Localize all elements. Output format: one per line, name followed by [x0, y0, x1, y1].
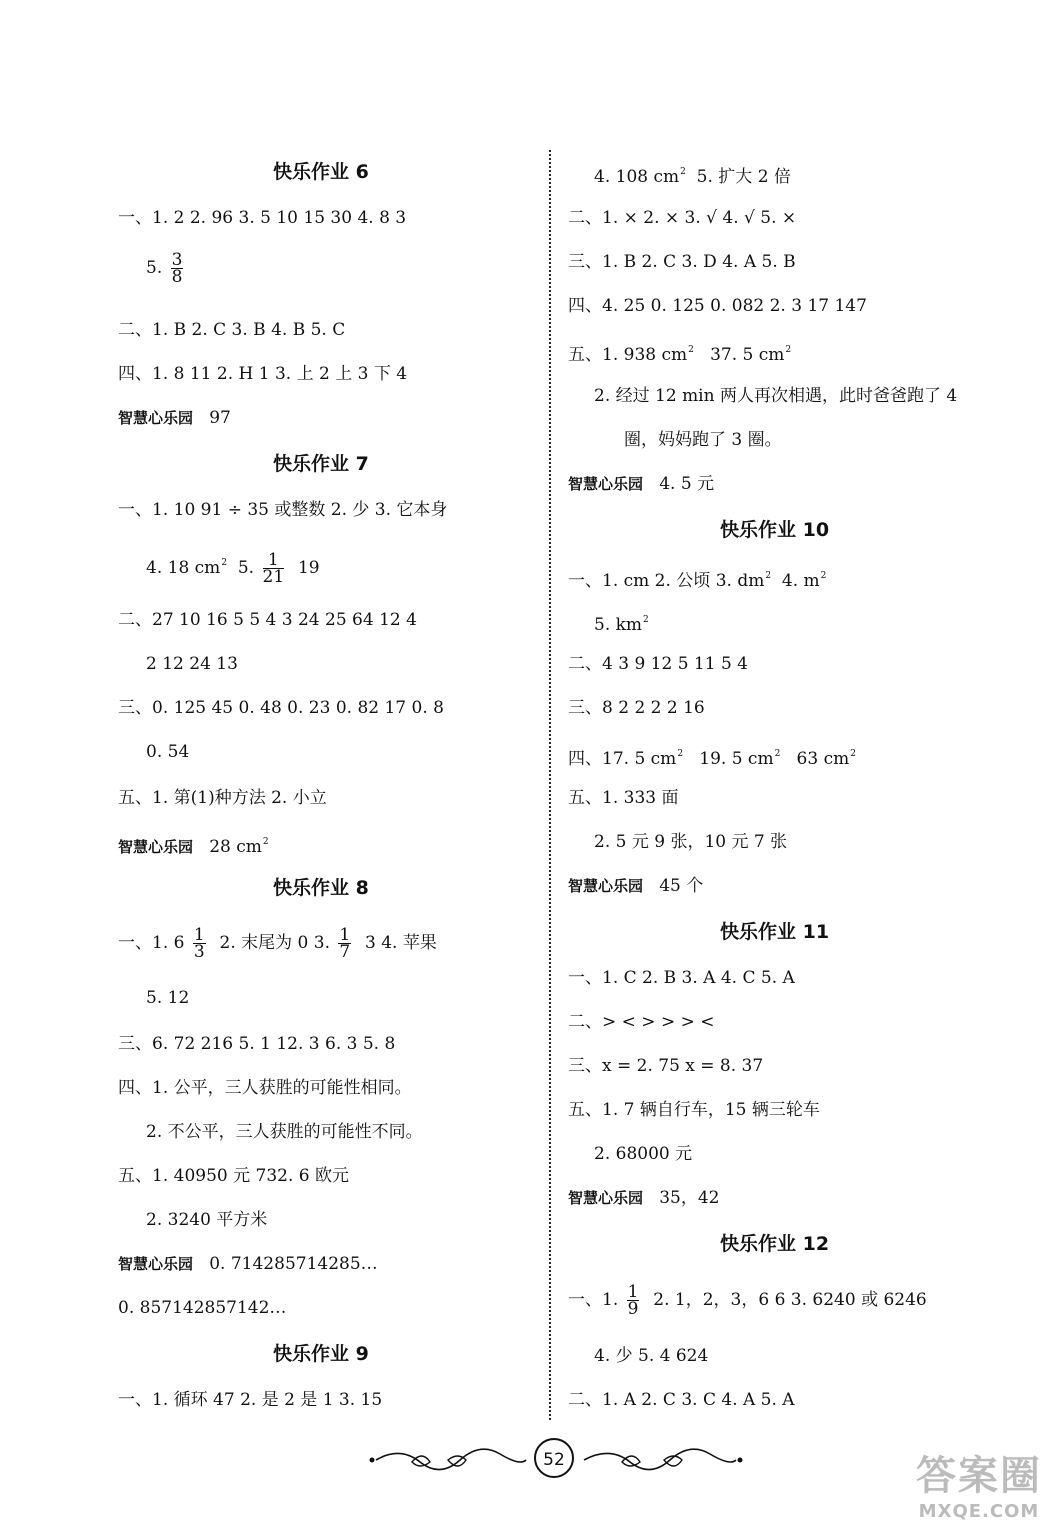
answer-line: 0. 857142857142… [118, 1298, 287, 1318]
answer-line: 四、1. 公平，三人获胜的可能性相同。 [118, 1078, 412, 1098]
answer-line: 4. 少 5. 4 624 [594, 1346, 709, 1366]
answer-line: 5. 12 [146, 988, 190, 1008]
answer-line: 二、27 10 16 5 5 4 3 24 25 64 12 4 [118, 610, 417, 630]
answer-line: 三、0. 125 45 0. 48 0. 23 0. 82 17 0. 8 [118, 698, 444, 718]
answer-line: 2. 3240 平方米 [146, 1210, 268, 1230]
answer-line: 二、> < > > > < [568, 1012, 715, 1032]
page-footer [360, 1438, 750, 1478]
answer-line: 智慧心乐园 4. 5 元 [568, 474, 715, 494]
answer-line: 五、1. 333 面 [568, 788, 679, 808]
answer-line: 智慧心乐园 97 [118, 408, 231, 428]
fraction: $\frac{1}{9}$ [627, 1282, 639, 1319]
bonus-label: 智慧心乐园 [568, 1189, 644, 1207]
answer-line: 2 12 24 13 [146, 654, 238, 674]
answer-line: 二、1. B 2. C 3. B 4. B 5. C [118, 320, 346, 340]
answer-line: 智慧心乐园 28 $cm^2$ [118, 837, 269, 857]
page-number: 52 [534, 1438, 574, 1478]
section-title-11: 快乐作业 11 [720, 921, 830, 943]
section-title-10: 快乐作业 10 [720, 519, 830, 541]
answer-line: 一、1. 10 91 ÷ 35 或整数 2. 少 3. 它本身 [118, 500, 448, 520]
answer-line: 五、1. 40950 元 732. 6 欧元 [118, 1166, 349, 1186]
answer-line: 智慧心乐园 45 个 [568, 876, 704, 896]
section-title-7: 快乐作业 7 [273, 453, 369, 475]
watermark-logo: 答案圈 [916, 1453, 1042, 1499]
answer-line: 智慧心乐园 35，42 [568, 1188, 720, 1208]
answer-line: 四、1. 8 11 2. H 1 3. 上 2 上 3 下 4 [118, 364, 408, 384]
section-title-6: 快乐作业 6 [273, 161, 369, 183]
answer-line: 五、1. 938 $cm^2$ 37. 5 $cm^2$ [568, 345, 792, 365]
fraction: $\frac{3}{8}$ [171, 250, 183, 287]
bonus-label: 智慧心乐园 [118, 1255, 194, 1273]
answer-line: 二、4 3 9 12 5 11 5 4 [568, 654, 748, 674]
bonus-label: 智慧心乐园 [118, 409, 194, 427]
answer-line: 2. 5 元 9 张，10 元 7 张 [594, 832, 788, 852]
answer-line: 5. $km^2$ [594, 615, 649, 635]
watermark-url: MXQE.COM [918, 1501, 1040, 1522]
answer-line: 0. 54 [146, 742, 190, 762]
answer-line: 三、6. 72 216 5. 1 12. 3 6. 3 5. 8 [118, 1034, 396, 1054]
section-title-9: 快乐作业 9 [273, 1343, 369, 1365]
answer-line: 一、1. $\frac{1}{9}$ 2. 1，2，3，6 6 3. 6240 或 6246 [568, 1282, 927, 1319]
answer-line: 三、1. B 2. C 3. D 4. A 5. B [568, 252, 796, 272]
answer-line: 一、1. 2 2. 96 3. 5 10 15 30 4. 8 3 [118, 208, 407, 228]
answer-line: 2. 不公平，三人获胜的可能性不同。 [146, 1122, 423, 1142]
watermark [916, 1444, 1042, 1522]
bonus-label: 智慧心乐园 [568, 877, 644, 895]
column-divider [549, 150, 551, 1420]
answer-line: 四、17. 5 $cm^2$ 19. 5 $cm^2$ 63 $cm^2$ [568, 749, 856, 769]
answer-line: 2. 68000 元 [594, 1144, 693, 1164]
answer-line: 5. $\frac{3}{8}$ [146, 250, 183, 287]
section-title-8: 快乐作业 8 [273, 877, 369, 899]
bonus-label: 智慧心乐园 [568, 475, 644, 493]
answer-line: 4. 18 $cm^2$ 5. $\frac{1}{21}$ 19 [146, 550, 320, 587]
answer-line: 三、8 2 2 2 2 16 [568, 698, 705, 718]
fraction: $\frac{1}{21}$ [262, 550, 285, 587]
answer-line: 2. 经过 12 min 两人再次相遇，此时爸爸跑了 4 [594, 386, 958, 406]
answer-line: 四、4. 25 0. 125 0. 082 2. 3 17 147 [568, 296, 867, 316]
answer-line: 圈，妈妈跑了 3 圈。 [624, 430, 782, 450]
fraction: $\frac{1}{3}$ [193, 925, 205, 962]
answer-line: 五、1. 第(1)种方法 2. 小立 [118, 788, 327, 808]
section-title-12: 快乐作业 12 [720, 1233, 830, 1255]
answer-line: 一、1. cm 2. 公顷 3. $dm^2$ 4. $m^2$ [568, 571, 827, 591]
answer-line: 4. 108 $cm^2$ 5. 扩大 2 倍 [594, 167, 791, 187]
bonus-label: 智慧心乐园 [118, 838, 194, 856]
answer-line: 智慧心乐园 0. 714285714285… [118, 1254, 378, 1274]
answer-line: 三、x = 2. 75 x = 8. 37 [568, 1056, 764, 1076]
answer-line: 二、1. × 2. × 3. √ 4. √ 5. × [568, 208, 797, 228]
answer-line: 五、1. 7 辆自行车，15 辆三轮车 [568, 1100, 820, 1120]
fraction: $\frac{1}{7}$ [339, 925, 351, 962]
answer-line: 一、1. 循环 47 2. 是 2 是 1 3. 15 [118, 1390, 383, 1410]
answer-line: 一、1. 6 $\frac{1}{3}$ 2. 末尾为 0 3. $\frac{1}{7}$ 3 4. 苹果 [118, 925, 437, 962]
answer-line: 一、1. C 2. B 3. A 4. C 5. A [568, 968, 795, 988]
answer-line: 二、1. A 2. C 3. C 4. A 5. A [568, 1390, 795, 1410]
